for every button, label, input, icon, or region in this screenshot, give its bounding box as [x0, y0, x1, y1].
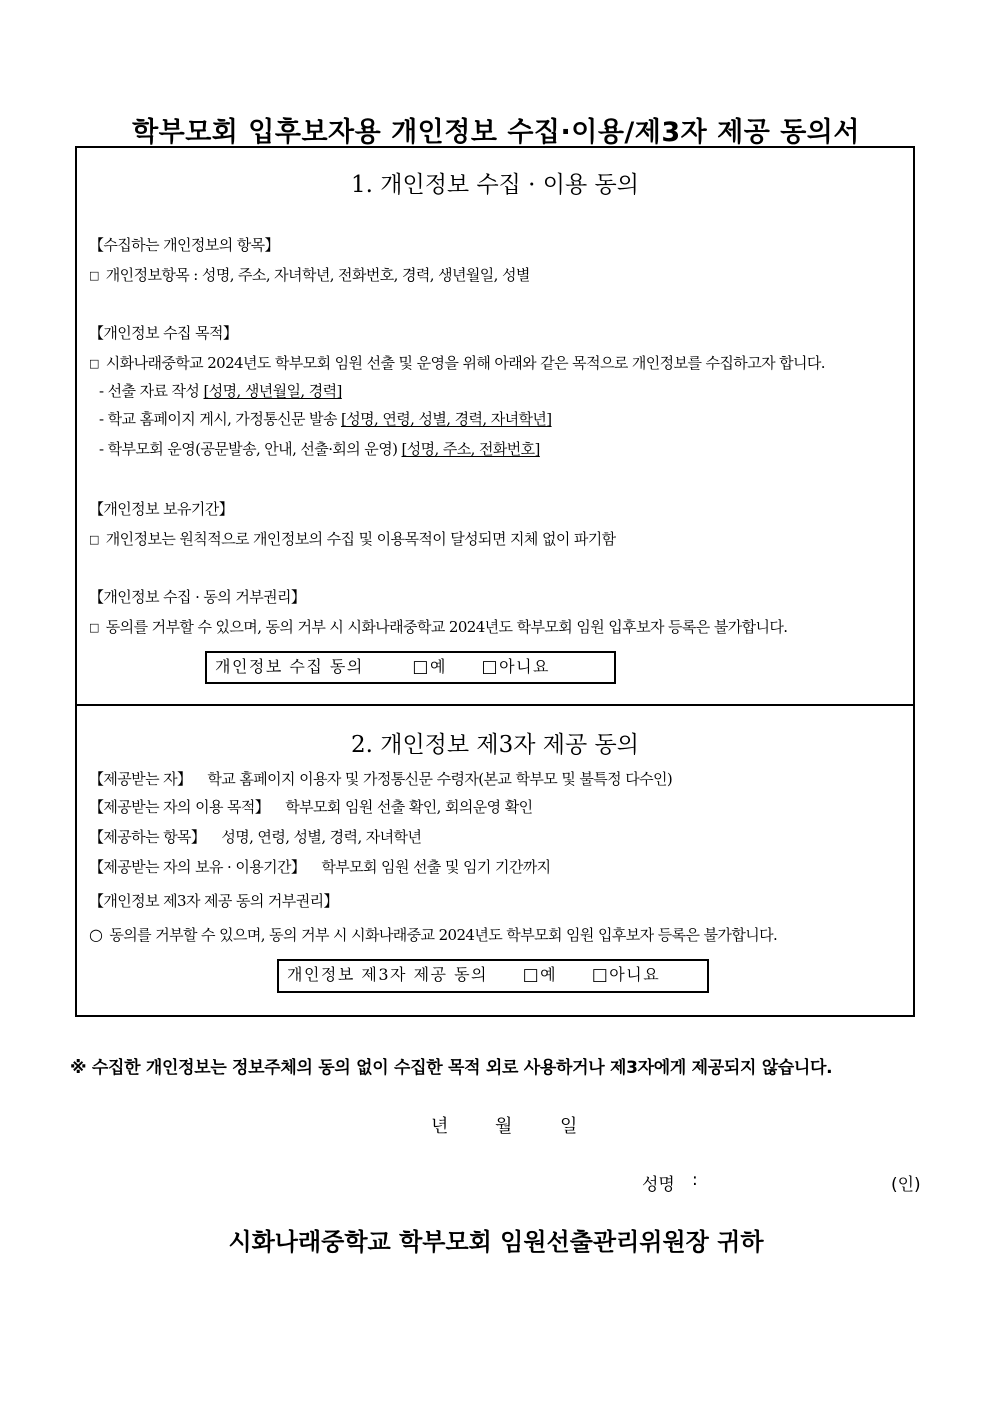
provision-value: 학부모회 임원 선출 및 임기 기간까지 — [321, 858, 551, 876]
refusal-text: 동의를 거부할 수 있으며, 동의 거부 시 시화나래중학교 2024년도 학부모회 임원 입후보자 등록은 불가합니다. — [105, 618, 788, 636]
provision-label: 【제공받는 자의 보유 · 이용기간】 — [89, 858, 306, 876]
collection-consent-no[interactable] — [482, 657, 550, 676]
purpose-item — [99, 408, 903, 429]
circle-bullet-icon: ○ — [89, 925, 103, 944]
provision-label: 【제공받는 자의 이용 목적】 — [89, 798, 270, 816]
section-divider — [77, 704, 913, 706]
checkbox-icon[interactable]: □ — [591, 965, 610, 985]
provision-row — [89, 796, 903, 817]
square-bullet-icon: □ — [89, 269, 99, 282]
third-party-consent-box — [277, 959, 709, 993]
signature-colon: : — [692, 1170, 698, 1190]
section1-heading: 1. 개인정보 수집 · 이용 동의 — [351, 172, 639, 198]
purpose-item-prefix: - 선출 자료 작성 — [99, 382, 200, 400]
collection-consent-yes[interactable] — [412, 657, 447, 676]
retention-text: 개인정보는 원칙적으로 개인정보의 수집 및 이용목적이 달성되면 지체 없이 파기함 — [105, 530, 616, 548]
purpose-line — [89, 352, 903, 373]
provision-row — [89, 856, 903, 877]
provision-label: 【제공받는 자】 — [89, 770, 192, 788]
collection-consent-label: 개인정보 수집 동의 — [215, 657, 364, 676]
third-party-refusal-text: 동의를 거부할 수 있으며, 동의 거부 시 시화나래중교 2024년도 학부모회 임원 입후보자 등록은 불가합니다. — [109, 926, 778, 944]
refusal-line — [89, 616, 903, 637]
checkbox-icon[interactable]: □ — [481, 657, 500, 677]
square-bullet-icon: □ — [89, 533, 99, 546]
signature-seal: (인) — [891, 1175, 921, 1195]
collected-items-text: 개인정보항목 : 성명, 주소, 자녀학년, 전화번호, 경력, 생년월일, 성별 — [105, 266, 530, 284]
provision-value: 학교 홈페이지 이용자 및 가정통신문 수령자(본교 학부모 및 불특정 다수인) — [207, 770, 673, 788]
purpose-item-detail: [성명, 연령, 성별, 경력, 자녀학년] — [341, 410, 552, 428]
retention-heading: 【개인정보 보유기간】 — [89, 500, 234, 518]
no-label: 아니요 — [499, 657, 550, 676]
purpose-item-detail: [성명, 주소, 전화번호] — [401, 440, 540, 458]
provision-value: 학부모회 임원 선출 확인, 회의운영 확인 — [285, 798, 533, 816]
provision-label: 【제공하는 항목】 — [89, 828, 206, 846]
no-label: 아니요 — [609, 965, 661, 984]
collected-items-heading: 【수집하는 개인정보의 항목】 — [89, 236, 279, 254]
provision-row — [89, 768, 903, 789]
consent-form-frame — [75, 146, 915, 1017]
purpose-item-prefix: - 학교 홈페이지 게시, 가정통신문 발송 — [99, 410, 337, 428]
third-party-consent-label: 개인정보 제3자 제공 동의 — [287, 965, 488, 984]
purpose-item — [99, 438, 903, 459]
yes-label: 예 — [540, 965, 558, 984]
provision-row — [89, 826, 903, 847]
date-month: 월 — [495, 1116, 513, 1137]
collection-consent-box — [205, 651, 616, 684]
purpose-item — [99, 380, 903, 401]
addressee: 시화나래중학교 학부모회 임원선출관리위원장 귀하 — [228, 1228, 764, 1256]
third-party-consent-no[interactable] — [592, 965, 660, 984]
refusal-heading: 【개인정보 수집 · 동의 거부권리】 — [89, 588, 306, 606]
square-bullet-icon: □ — [89, 621, 99, 634]
signature-label: 성명 — [642, 1175, 675, 1195]
square-bullet-icon: □ — [89, 357, 99, 370]
document-title: 학부모회 입후보자용 개인정보 수집·이용/제3자 제공 동의서 — [132, 117, 860, 148]
checkbox-icon[interactable]: □ — [522, 965, 541, 985]
purpose-heading: 【개인정보 수집 목적】 — [89, 324, 238, 342]
date-day: 일 — [560, 1116, 578, 1137]
third-party-refusal-line — [89, 924, 903, 945]
purpose-text: 시화나래중학교 2024년도 학부모회 임원 선출 및 운영을 위해 아래와 같은 목적으로 개인정보를 수집하고자 합니다. — [105, 354, 825, 372]
checkbox-icon[interactable]: □ — [412, 657, 430, 677]
purpose-item-detail: [성명, 생년월일, 경력] — [203, 382, 342, 400]
privacy-notice: ※ 수집한 개인정보는 정보주체의 동의 없이 수집한 목적 외로 사용하거나 제3자에게 제공되지 않습니다. — [70, 1058, 833, 1078]
third-party-refusal-heading: 【개인정보 제3자 제공 동의 거부권리】 — [89, 892, 338, 910]
collected-items-line — [89, 264, 903, 285]
retention-line — [89, 528, 903, 549]
third-party-consent-yes[interactable] — [523, 965, 558, 984]
purpose-item-prefix: - 학부모회 운영(공문발송, 안내, 선출·회의 운영) — [99, 440, 398, 458]
section2-heading: 2. 개인정보 제3자 제공 동의 — [350, 732, 639, 758]
provision-value: 성명, 연령, 성별, 경력, 자녀학년 — [221, 828, 422, 846]
date-year: 년 — [431, 1116, 449, 1137]
yes-label: 예 — [429, 657, 447, 676]
